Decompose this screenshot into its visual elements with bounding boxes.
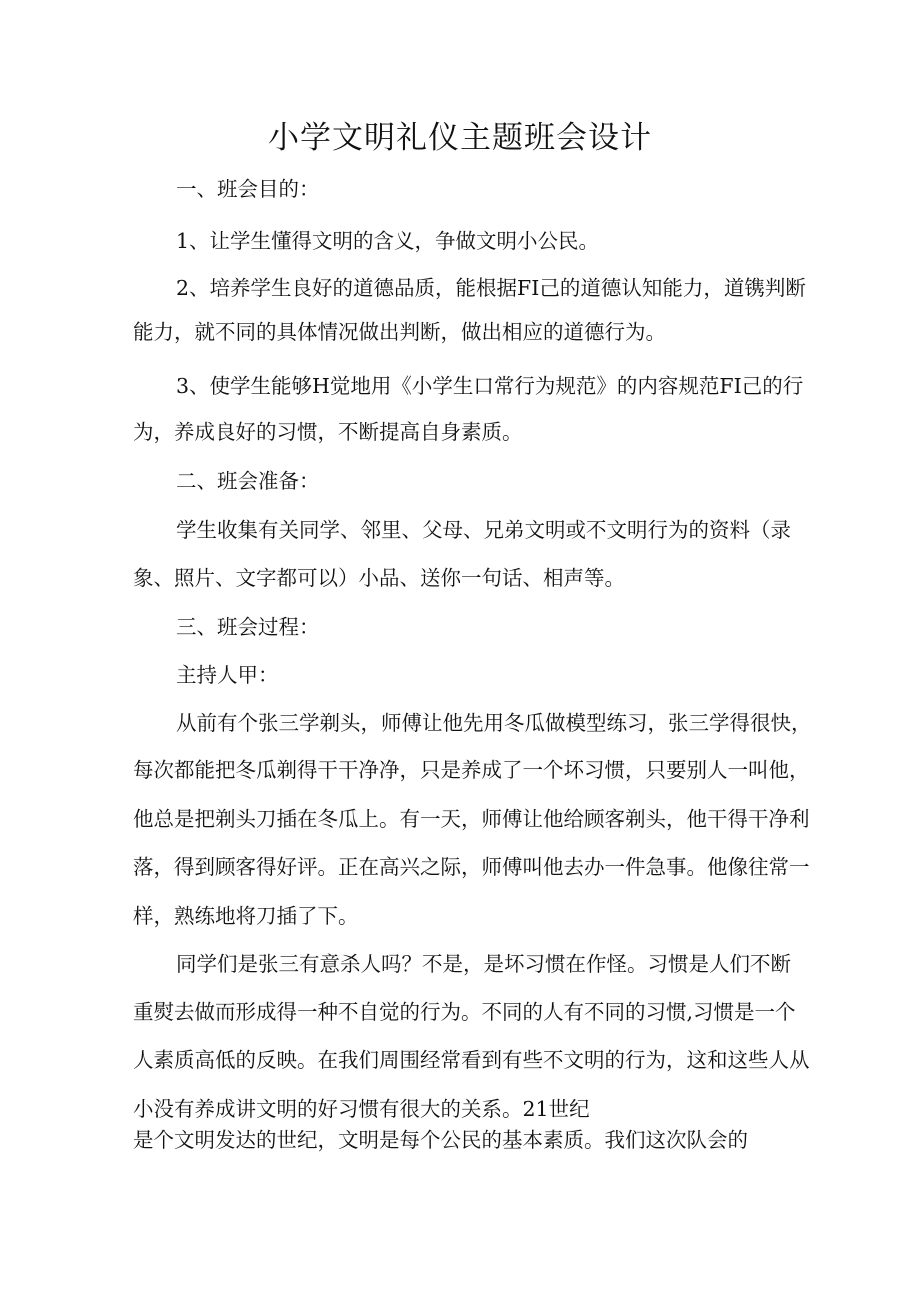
paragraph-line: 学生收集有关同学、邻里、父母、兄弟文明或不文明行为的资料（录 (176, 518, 791, 542)
section-heading-prep: 二、班会准备： (176, 469, 320, 493)
paragraph-line: 人素质高低的反映。在我们周围经常看到有些不文明的行为，这和这些人从 (133, 1048, 810, 1072)
paragraph-line: 象、照片、文字都可以）小品、送你一句话、相声等。 (133, 566, 625, 590)
paragraph-line: 每次都能把冬瓜剃得干干净净，只是养成了一个坏习惯，只要别人一叫他， (133, 758, 810, 782)
paragraph-line: 落，得到顾客得好评。正在高兴之际，师傅叫他去办一件急事。他像往常一 (133, 855, 810, 879)
paragraph-line: 他总是把剃头刀插在冬瓜上。有一天，师傅让他给顾客剃头，他干得干净利 (133, 807, 810, 831)
paragraph-line: 重熨去做而形成得一种不自觉的行为。不同的人有不同的习惯,习惯是一个 (133, 1000, 796, 1024)
paragraph-line: 1、让学生懂得文明的含义，争做文明小公民。 (176, 229, 600, 253)
paragraph-line: 是个文明发达的世纪，文明是每个公民的基本素质。我们这次队会的 (133, 1128, 748, 1152)
speaker-label: 主持人甲： (176, 663, 279, 687)
paragraph-line: 小没有养成讲文明的好习惯有很大的关系。21世纪 (133, 1097, 590, 1121)
paragraph-line: 能力，就不同的具体情况做出判断，做出相应的道德行为。 (133, 320, 666, 344)
paragraph-line: 样，熟练地将刀插了下。 (133, 904, 359, 928)
document-title: 小学文明礼仪主题班会设计 (268, 120, 652, 156)
paragraph-line: 同学们是张三有意杀人吗？不是，是坏习惯在作怪。习惯是人们不断 (176, 952, 791, 976)
paragraph-line: 3、使学生能够H觉地用《小学生口常行为规范》的内容规范FI己的行 (176, 374, 804, 398)
paragraph-line: 2、培养学生良好的道德品质，能根据FI己的道德认知能力，道镌判断 (176, 276, 806, 300)
section-heading-purpose: 一、班会目的： (176, 177, 320, 201)
section-heading-process: 三、班会过程： (176, 615, 320, 639)
paragraph-line: 为，养成良好的习惯，不断提高自身素质。 (133, 420, 523, 444)
paragraph-line: 从前有个张三学剃头，师傅让他先用冬瓜做模型练习，张三学得很快， (176, 711, 812, 735)
